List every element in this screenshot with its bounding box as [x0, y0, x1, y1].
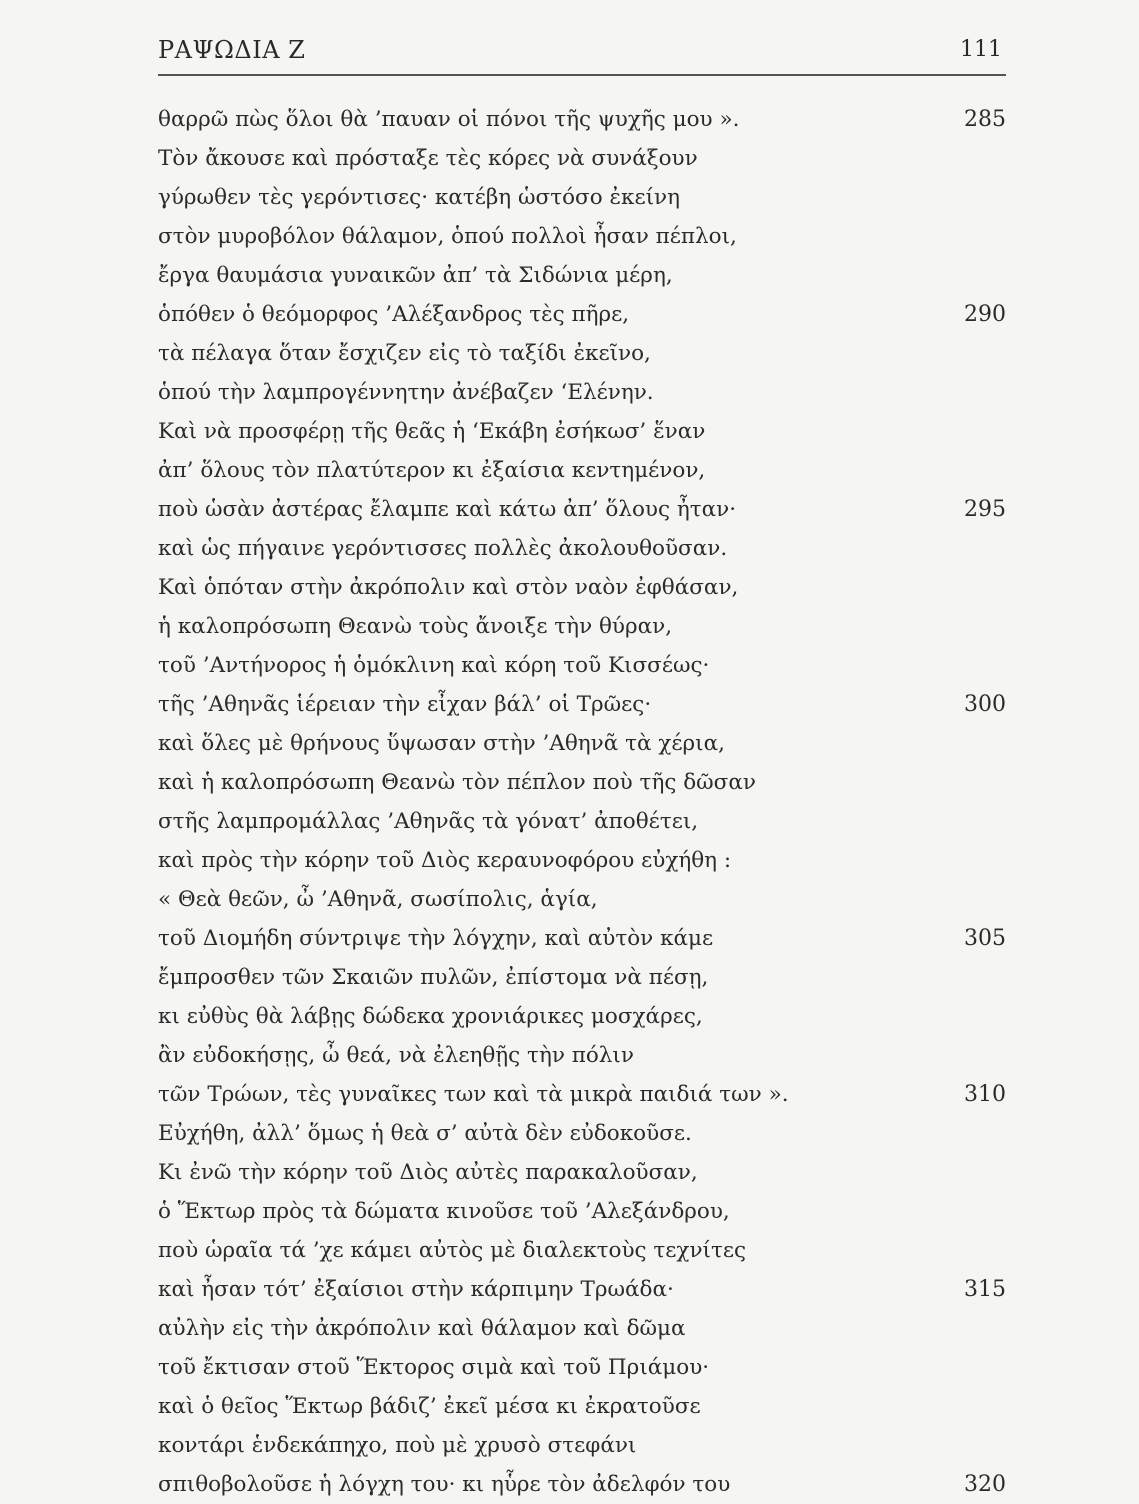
verse-text: γύρωθεν τὲς γερόντισες· κατέβη ὡστόσο ἐκείνη: [158, 185, 681, 210]
page-number: 111: [960, 37, 1002, 62]
verse-line: [158, 412, 1006, 451]
line-number: 310: [964, 1082, 1006, 1107]
verse-text: ἔμπροσθεν τῶν Σκαιῶν πυλῶν, ἐπίστομα νὰ πέσῃ,: [158, 965, 709, 990]
verse-line: [158, 1348, 1006, 1387]
verse-text: αὐλὴν εἰς τὴν ἀκρόπολιν καὶ θάλαμον καὶ δῶμα: [158, 1316, 686, 1341]
verse-line: [158, 997, 1006, 1036]
verse-text: ὁ Ἕκτωρ πρὸς τὰ δώματα κινοῦσε τοῦ ’Αλεξάνδρου,: [158, 1199, 730, 1224]
verse-line: [158, 1309, 1006, 1348]
verse-line: [158, 568, 1006, 607]
verse-text: Καὶ ὁπόταν στὴν ἀκρόπολιν καὶ στὸν ναὸν ἐφθάσαν,: [158, 575, 739, 600]
verse-line: [158, 607, 1006, 646]
verse-line: [158, 256, 1006, 295]
verse-text: τῆς ’Αθηνᾶς ἱέρειαν τὴν εἶχαν βάλ’ οἱ Τρῶες·: [158, 692, 652, 717]
verse-text: « Θεὰ θεῶν, ὦ ’Αθηνᾶ, σωσίπολις, ἁγία,: [158, 887, 598, 912]
verse-text: τοῦ ἔκτισαν στοῦ Ἕκτορος σιμὰ καὶ τοῦ Πριάμου·: [158, 1355, 710, 1380]
verse-line: [158, 139, 1006, 178]
page-header: [158, 28, 1006, 76]
verse-line: [158, 880, 1006, 919]
verse-line: [158, 100, 1006, 139]
verse-text: ἔργα θαυμάσια γυναικῶν ἀπ’ τὰ Σιδώνια μέρη,: [158, 263, 673, 288]
verse-text: σπιθοβολοῦσε ἡ λόγχη του· κι ηὗρε τὸν ἀδελφόν του: [158, 1472, 731, 1497]
verse-text: ἀπ’ ὅλους τὸν πλατύτερον κι ἐξαίσια κεντημένον,: [158, 458, 706, 483]
verse-line: [158, 724, 1006, 763]
verse-text: καὶ ἦσαν τότ’ ἐξαίσιοι στὴν κάρπιμην Τρωάδα·: [158, 1277, 674, 1302]
verse-line: [158, 1270, 1006, 1309]
verse-line: [158, 1426, 1006, 1465]
verse-line: [158, 1465, 1006, 1504]
verse-text: κι εὐθὺς θὰ λάβῃς δώδεκα χρονιάρικες μοσχάρες,: [158, 1004, 703, 1029]
verse-text: καὶ ἡ καλοπρόσωπη Θεανὼ τὸν πέπλον ποὺ τῆς δῶσαν: [158, 770, 756, 795]
verse-line: [158, 1153, 1006, 1192]
verse-text: στὸν μυροβόλον θάλαμον, ὁπού πολλοὶ ἦσαν πέπλοι,: [158, 224, 737, 249]
verse-line: [158, 958, 1006, 997]
verse-line: [158, 178, 1006, 217]
verse-line: [158, 763, 1006, 802]
verse-line: [158, 490, 1006, 529]
line-number: 305: [964, 926, 1006, 951]
verse-line: [158, 1114, 1006, 1153]
line-number: 285: [964, 107, 1006, 132]
verse-text: τὰ πέλαγα ὅταν ἔσχιζεν εἰς τὸ ταξίδι ἐκεῖνο,: [158, 341, 651, 366]
line-number: 315: [964, 1277, 1006, 1302]
verse-text: στῆς λαμπρομάλλας ’Αθηνᾶς τὰ γόνατ’ ἀποθέτει,: [158, 809, 699, 834]
verse-line: [158, 841, 1006, 880]
verse-line: [158, 295, 1006, 334]
verse-text: ποὺ ὡσὰν ἀστέρας ἔλαμπε καὶ κάτω ἀπ’ ὅλους ἦταν·: [158, 497, 737, 522]
verse-line: [158, 1192, 1006, 1231]
verse-line: [158, 646, 1006, 685]
verse-text: κοντάρι ἑνδεκάπηχο, ποὺ μὲ χρυσὸ στεφάνι: [158, 1433, 637, 1458]
line-number: 290: [964, 302, 1006, 327]
verse-line: [158, 451, 1006, 490]
verse-line: [158, 919, 1006, 958]
verse-line: [158, 373, 1006, 412]
verse-text: ὁπόθεν ὁ θεόμορφος ’Αλέξανδρος τὲς πῆρε,: [158, 302, 630, 327]
verse-line: [158, 685, 1006, 724]
verse-line: [158, 802, 1006, 841]
verse-text: καὶ πρὸς τὴν κόρην τοῦ Διὸς κεραυνοφόρου εὐχήθη :: [158, 848, 732, 873]
verse-text: καὶ ὅλες μὲ θρήνους ὕψωσαν στὴν ’Αθηνᾶ τὰ χέρια,: [158, 731, 725, 756]
verse-text: ἡ καλοπρόσωπη Θεανὼ τοὺς ἄνοιξε τὴν θύραν,: [158, 614, 673, 639]
verse-line: [158, 217, 1006, 256]
running-title: ΡΑΨΩΔΙΑ Ζ: [158, 36, 306, 64]
verse-text: καὶ ὁ θεῖος Ἕκτωρ βάδιζ’ ἐκεῖ μέσα κι ἐκρατοῦσε: [158, 1394, 701, 1419]
verse-line: [158, 1231, 1006, 1270]
verse-line: [158, 529, 1006, 568]
verse-text: τοῦ ’Αντήνορος ἡ ὁμόκλινη καὶ κόρη τοῦ Κισσέως·: [158, 653, 710, 678]
verse-text: Εὐχήθη, ἀλλ’ ὅμως ἡ θεὰ σ’ αὐτὰ δὲν εὐδοκοῦσε.: [158, 1121, 692, 1146]
line-number: 295: [964, 497, 1006, 522]
verse-line: [158, 334, 1006, 373]
verse-text: Καὶ νὰ προσφέρῃ τῆς θεᾶς ἡ ‘Εκάβη ἐσήκωσ’ ἕναν: [158, 419, 706, 444]
line-number: 320: [964, 1472, 1006, 1497]
line-number: 300: [964, 692, 1006, 717]
verse-text: τοῦ Διομήδη σύντριψε τὴν λόγχην, καὶ αὐτὸν κάμε: [158, 926, 714, 951]
verse-line: [158, 1387, 1006, 1426]
verse-text: καὶ ὡς πήγαινε γερόντισσες πολλὲς ἀκολουθοῦσαν.: [158, 536, 728, 561]
verse-block: [158, 100, 1006, 1504]
verse-text: θαρρῶ πὼς ὅλοι θὰ ’παυαν οἱ πόνοι τῆς ψυχῆς μου ».: [158, 107, 740, 132]
verse-text: ὁπού τὴν λαμπρογέννητην ἀνέβαζεν ‘Ελένην.: [158, 380, 654, 405]
verse-text: Τὸν ἄκουσε καὶ πρόσταξε τὲς κόρες νὰ συνάξουν: [158, 146, 698, 171]
verse-text: ποὺ ὡραῖα τά ’χε κάμει αὐτὸς μὲ διαλεκτοὺς τεχνίτες: [158, 1238, 747, 1263]
verse-text: Κι ἐνῶ τὴν κόρην τοῦ Διὸς αὐτὲς παρακαλοῦσαν,: [158, 1160, 698, 1185]
verse-text: ἂν εὐδοκήσῃς, ὦ θεά, νὰ ἐλεηθῇς τὴν πόλιν: [158, 1043, 634, 1068]
verse-line: [158, 1036, 1006, 1075]
verse-text: τῶν Τρώων, τὲς γυναῖκες των καὶ τὰ μικρὰ παιδιά των ».: [158, 1082, 789, 1107]
verse-line: [158, 1075, 1006, 1114]
